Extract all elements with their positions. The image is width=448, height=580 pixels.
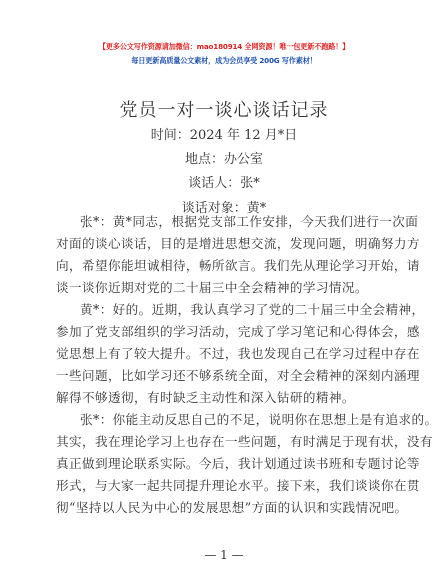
- interviewee: 谈话对象：黄*: [181, 201, 267, 216]
- body-line: 向，希望你能坦诚相待，畅所欲言。我们先从理论学习开始，请: [56, 258, 420, 273]
- promo-banner-line-1: 【更多公文写作资源请加微信：mao180914 全网资源！唯一包更新不跑路！】: [98, 42, 350, 51]
- body-line: 谈一谈你近期对党的二十届三中全会精神的学习情况。: [56, 280, 368, 295]
- body-line: 形式，与大家一起共同提升理论水平。接下来，我们谈谈你在贯: [56, 478, 420, 493]
- body-line: 参加了党支部组织的学习活动，完成了学习笔记和心得体会，感: [56, 324, 420, 339]
- promo-banner-line-2: 每日更新高质量公文素材，成为会员享受 200G 写作素材！: [131, 56, 317, 65]
- body-line: 黄*：好的。近期，我认真学习了党的二十届三中全会精神，: [80, 302, 425, 317]
- meeting-place: 地点：办公室: [184, 152, 263, 167]
- meeting-time: 时间：2024 年 12 月*日: [150, 128, 298, 143]
- body-line: 一些问题，比如学习还不够系统全面，对全会精神的深刻内涵理: [56, 368, 420, 383]
- body-line: 解得不够透彻，有时缺乏主动性和深入钻研的精神。: [56, 390, 355, 405]
- body-line: 张*：黄*同志，根据党支部工作安排，今天我们进行一次面: [80, 214, 419, 229]
- speaker: 谈话人：张*: [188, 176, 260, 191]
- body-line: 真正做到理论联系实际。今后，我计划通过读书班和专题讨论等: [56, 456, 420, 471]
- body-line: 觉思想上有了较大提升。不过，我也发现自己在学习过程中存在: [56, 346, 420, 361]
- body-line: 彻“坚持以人民为中心的发展思想”方面的认识和实践情况吧。: [56, 500, 408, 515]
- body-line: 张*：你能主动反思自己的不足，说明你在思想上是有追求的。: [80, 412, 438, 427]
- page-number: — 1 —: [204, 548, 244, 562]
- document-title: 党员一对一谈心谈话记录: [119, 100, 329, 121]
- body-line: 对面的谈心谈话，目的是增进思想交流，发现问题，明确努力方: [56, 236, 420, 251]
- body-line: 其实，我在理论学习上也存在一些问题，有时满足于现有状，没有: [56, 434, 433, 449]
